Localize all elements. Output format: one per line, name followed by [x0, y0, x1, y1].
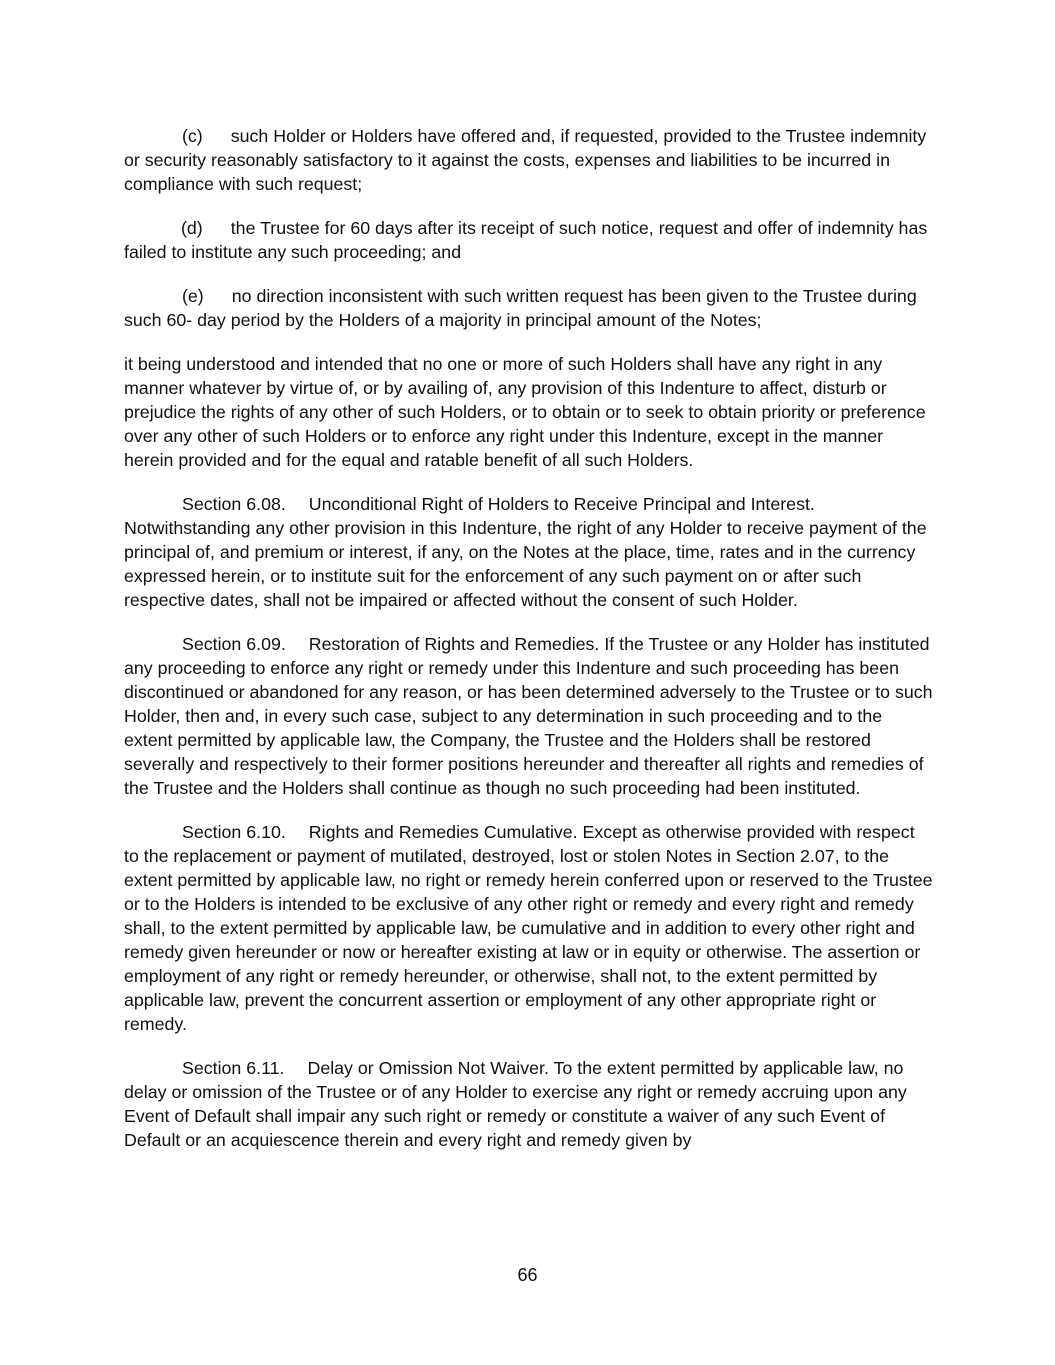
section-6-08-text: Unconditional Right of Holders to Receive Principal and Interest. Notwithstanding any other provision in this Indenture, the right of any Holder to receive payment of the principal of, and premium or interest, if any, on the Notes at the place, time, rates and in the currency expressed herein, or to institute suit for the enforcement of any such payment on or after such respective dates, shall not be impaired or affected without the consent of such Holder.: [124, 494, 927, 610]
paragraph-d-label: (d): [181, 218, 203, 238]
paragraph-c-label: (c): [182, 126, 203, 146]
section-6-08-number: Section 6.08.: [182, 494, 286, 514]
section-6-11-text: Delay or Omission Not Waiver. To the extent permitted by applicable law, no delay or omission of the Trustee or of any Holder to exercise any right or remedy accruing upon any Event of Default shall impair any such right or remedy or constitute a waiver of any such Event of Default or an acquiescence therein and every right and remedy given by: [124, 1058, 907, 1150]
paragraph-d: [124, 216, 934, 264]
paragraph-e-label: (e): [182, 286, 204, 306]
paragraph-c-text: such Holder or Holders have offered and, if requested, provided to the Trustee indemnity or security reasonably satisfactory to it against the costs, expenses and liabilities to be incurred in compliance with such request;: [124, 126, 927, 194]
section-6-10-number: Section 6.10.: [182, 822, 286, 842]
paragraph-e-text: no direction inconsistent with such written request has been given to the Trustee during such 60- day period by the Holders of a majority in principal amount of the Notes;: [124, 286, 917, 330]
section-6-10-text: Rights and Remedies Cumulative. Except as otherwise provided with respect to the replacement or payment of mutilated, destroyed, lost or stolen Notes in Section 2.07, to the extent permitted by applicable law, no right or remedy herein conferred upon or reserved to the Trustee or to the Holders is intended to be exclusive of any other right or remedy and every right and remedy shall, to the extent permitted by applicable law, be cumulative and in addition to every other right and remedy given hereunder or now or hereafter existing at law or in equity or otherwise. The assertion or employment of any right or remedy hereunder, or otherwise, shall not, to the extent permitted by applicable law, prevent the concurrent assertion or employment of any other appropriate right or remedy.: [124, 822, 933, 1034]
section-6-09-text: Restoration of Rights and Remedies. If the Trustee or any Holder has instituted any proceeding to enforce any right or remedy under this Indenture and such proceeding has been discontinued or abandoned for any reason, or has been determined adversely to the Trustee or to such Holder, then and, in every such case, subject to any determination in such proceeding and to the extent permitted by applicable law, the Company, the Trustee and the Holders shall be restored severally and respectively to their former positions hereunder and thereafter all rights and remedies of the Trustee and the Holders shall continue as though no such proceeding had been instituted.: [124, 634, 933, 798]
section-6-11: [124, 1056, 934, 1152]
paragraph-d-text: the Trustee for 60 days after its receipt of such notice, request and offer of indemnity has failed to institute any such proceeding; and: [124, 218, 928, 262]
page-number: 66: [517, 1265, 538, 1285]
section-6-09-number: Section 6.09.: [182, 634, 286, 654]
paragraph-c: [124, 124, 934, 196]
paragraph-e: [124, 284, 934, 332]
section-6-11-number: Section 6.11.: [182, 1058, 285, 1078]
section-6-09: [124, 632, 934, 800]
section-6-10: [124, 820, 934, 1036]
body-text: [124, 124, 934, 1172]
section-6-08: [124, 492, 934, 612]
closing-paragraph: it being understood and intended that no one or more of such Holders shall have any right in any manner whatever by virtue of, or by availing of, any provision of this Indenture to affect, disturb or prejudice the rights of any other of such Holders, or to obtain or to seek to obtain priority or preference over any other of such Holders or to enforce any right under this Indenture, except in the manner herein provided and for the equal and ratable benefit of all such Holders.: [124, 354, 926, 470]
